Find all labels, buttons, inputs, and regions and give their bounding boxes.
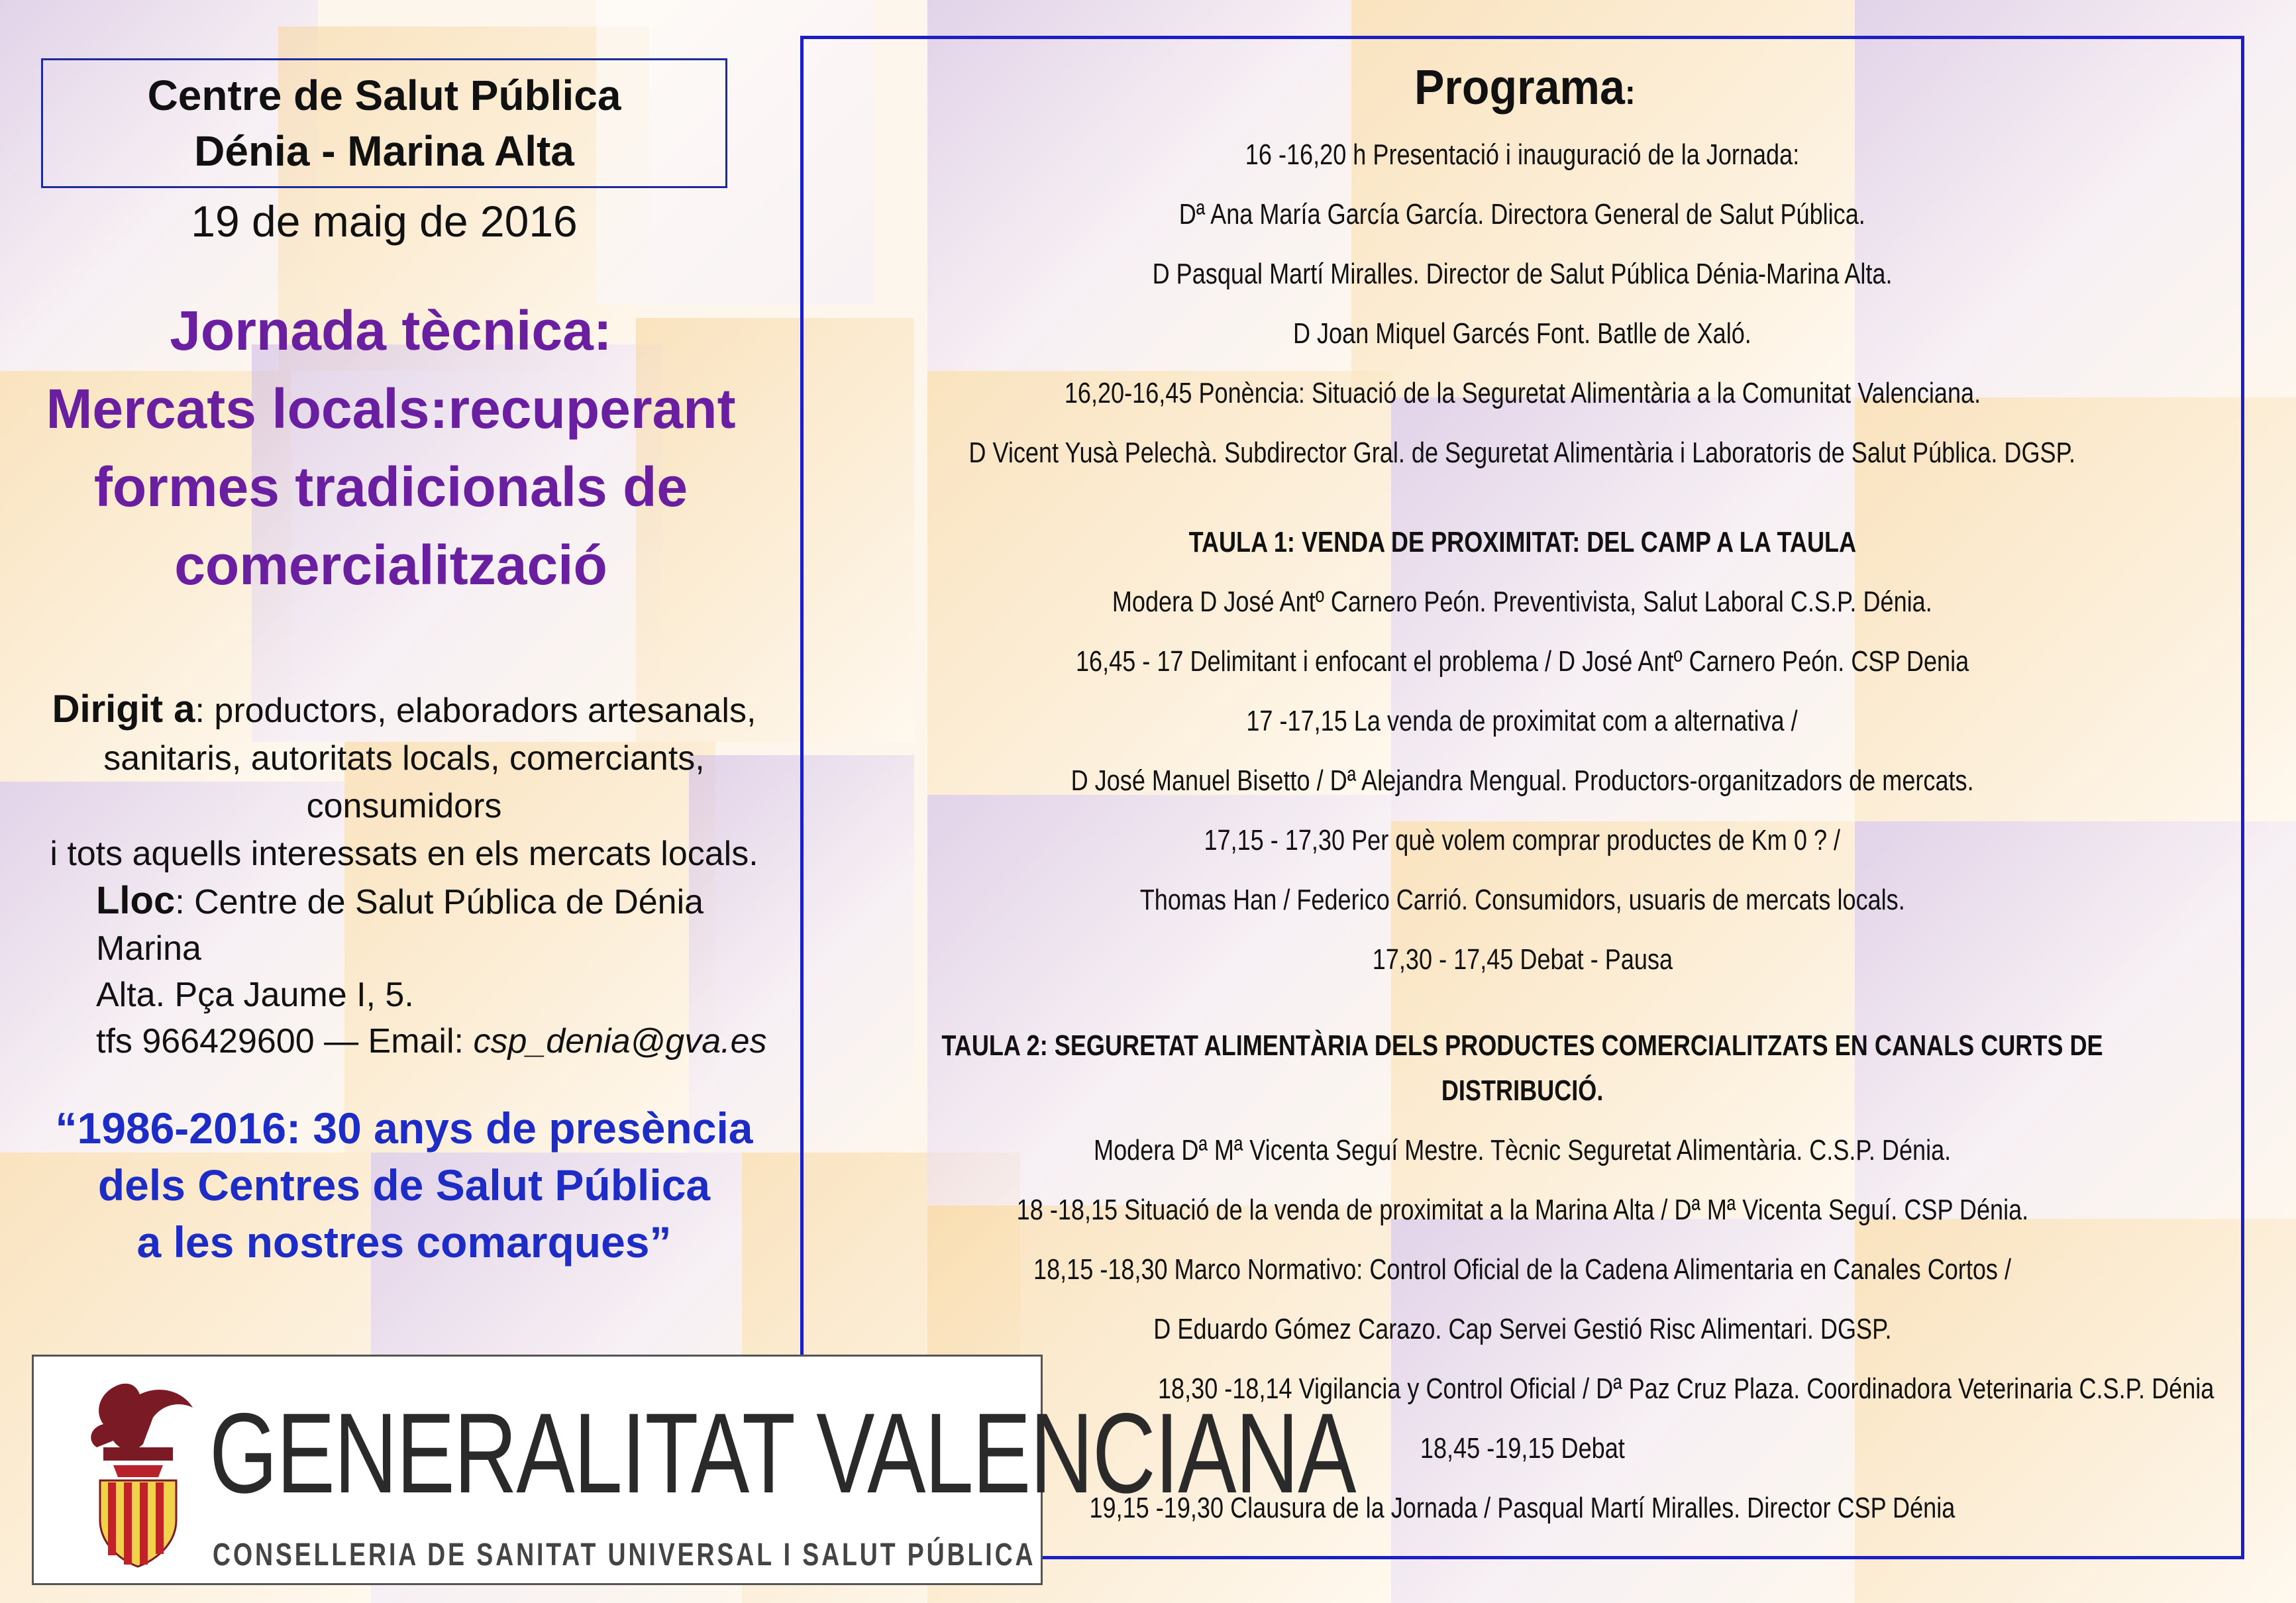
logo-name: GENERALITAT VALENCIANA [209, 1390, 1356, 1517]
table1-heading: TAULA 1: VENDA DE PROXIMITAT: DEL CAMP A LA TAULA [1188, 526, 1856, 558]
quote-line1: “1986-2016: 30 anys de presència [55, 1104, 753, 1153]
program-line: 16,45 - 17 Delimitant i enfocant el problema / D José Antº Carnero Peón. CSP Denia [1075, 645, 1969, 678]
program-line: 17,15 - 17,30 Per què volem comprar productes de Km 0 ? / [1204, 824, 1841, 856]
audience-text-line1: : productors, elaboradors artesanals, [195, 692, 757, 730]
event-title-line3: formes tradicionals de [93, 456, 688, 518]
audience-label: Dirigit a [52, 688, 195, 731]
program-line: D Pasqual Martí Miralles. Director de Salut Pública Dénia-Marina Alta. [1152, 258, 1893, 290]
program-line: 18,30 -18,14 Vigilancia y Control Oficial / Dª Paz Cruz Plaza. Coordinadora Veterinaria C.S.P. Dénia [1157, 1372, 2215, 1405]
table2-heading-line2: DISTRIBUCIÓ. [1441, 1074, 1604, 1107]
program-line: D Eduardo Gómez Carazo. Cap Servei Gestió Risc Alimentari. DGSP. [1153, 1313, 1892, 1345]
location-section [96, 878, 798, 1064]
program-box [800, 36, 2244, 1559]
center-name-box [41, 58, 727, 188]
table2-heading-line1: TAULA 2: SEGURETAT ALIMENTÀRIA DELS PRODUCTES COMERCIALITZATS EN CANALS CURTS DE [941, 1029, 2103, 1062]
program-line: D José Manuel Bisetto / Dª Alejandra Mengual. Productors-organitzadors de mercats. [1070, 764, 1974, 797]
program-line: Modera D José Antº Carnero Peón. Preventivista, Salut Laboral C.S.P. Dénia. [1112, 586, 1932, 618]
program-line: 16 -16,20 h Presentació i inauguració de la Jornada: [1245, 138, 1800, 171]
program-title: Programa: [1414, 60, 1636, 115]
location-text-line1: : Centre de Salut Pública de Dénia Marina [96, 883, 704, 968]
program-line: D Vicent Yusà Pelechà. Subdirector Gral. de Seguretat Alimentària i Laboratoris de Salut Pública. DGSP. [968, 437, 2076, 469]
contact-phone: tfs 966429600 — Email: [96, 1022, 474, 1060]
program-line: 18,15 -18,30 Marco Normativo: Control Oficial de la Cadena Alimentaria en Canales Cortos / [1033, 1253, 2011, 1286]
program-line: Dª Ana María García García. Directora General de Salut Pública. [1178, 198, 1866, 231]
audience-text-line3: i tots aquells interessats en els mercats locals. [50, 835, 758, 873]
event-date: 19 de maig de 2016 [191, 197, 578, 246]
location-text-line2: Alta. Pça Jaume I, 5. [96, 976, 414, 1014]
program-line: 19,15 -19,30 Clausura de la Jornada / Pasqual Martí Miralles. Director CSP Dénia [1089, 1492, 1956, 1524]
anniversary-quote [0, 1100, 808, 1270]
coat-of-arms-icon [74, 1378, 203, 1570]
event-title [0, 291, 782, 604]
program-line: D Joan Miquel Garcés Font. Batlle de Xaló. [1293, 317, 1751, 350]
program-line: 16,20-16,45 Ponència: Situació de la Seguretat Alimentària a la Comunitat Valenciana. [1064, 377, 1981, 409]
quote-line2: dels Centres de Salut Pública [97, 1161, 711, 1210]
program-line: 18,45 -19,15 Debat [1420, 1432, 1625, 1465]
center-name-line1: Centre de Salut Pública [147, 72, 621, 119]
center-name-line2: Dénia - Marina Alta [194, 127, 574, 175]
program-line: 17 -17,15 La venda de proximitat com a alternativa / [1246, 705, 1799, 737]
audience-text-line2: sanitaris, autoritats locals, comerciants, consumidors [103, 739, 705, 825]
program-line: 17,30 - 17,45 Debat - Pausa [1372, 943, 1673, 976]
event-title-line2: Mercats locals:recuperant [46, 378, 736, 440]
program-line: Modera Dª Mª Vicenta Seguí Mestre. Tècnic Seguretat Alimentària. C.S.P. Dénia. [1093, 1134, 1952, 1166]
event-title-line4: comercialització [174, 534, 607, 596]
program-line: Thomas Han / Federico Carrió. Consumidors, usuaris de mercats locals. [1139, 884, 1905, 916]
contact-email[interactable]: csp_denia@gva.es [473, 1022, 767, 1060]
audience-section [13, 686, 795, 878]
quote-line3: a les nostres comarques” [136, 1217, 672, 1267]
program-line: 18 -18,15 Situació de la venda de proximitat a la Marina Alta / Dª Mª Vicenta Seguí. CSP Dénia. [1016, 1194, 2028, 1226]
event-title-line1: Jornada tècnica: [170, 299, 612, 362]
logo-subtitle: CONSELLERIA DE SANITAT UNIVERSAL I SALUT PÚBLICA [213, 1537, 1036, 1573]
generalitat-logo [32, 1355, 1356, 1585]
location-label: Lloc [96, 879, 176, 922]
